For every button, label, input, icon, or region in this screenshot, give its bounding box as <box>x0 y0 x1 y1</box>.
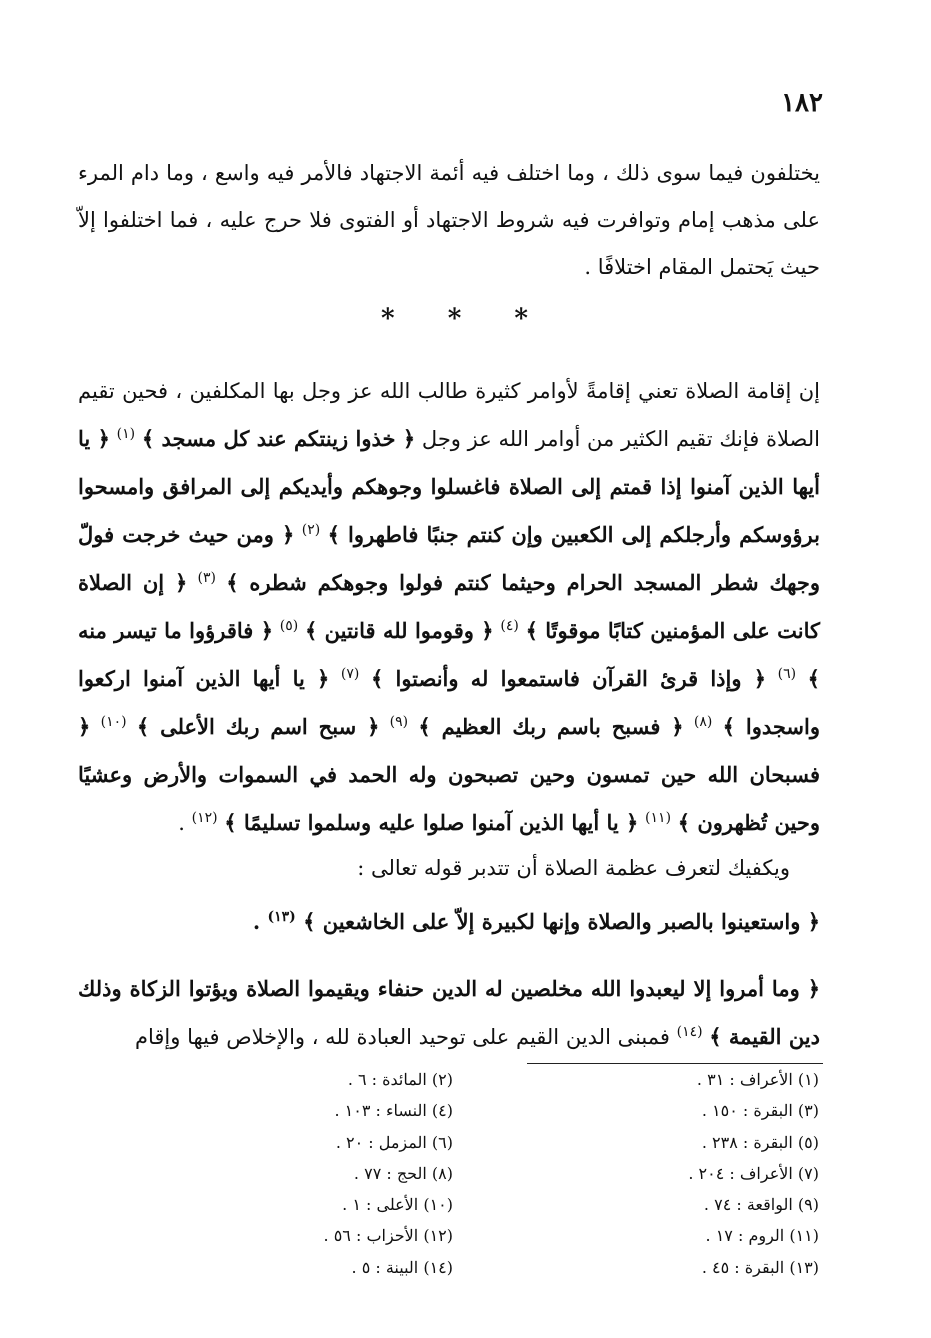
paragraph-ijtihad: يختلفون فيما سوى ذلك ، وما اختلف فيه أئمة الاجتهاد فالأمر فيه واسع ، وما دام المرء على مذهب إمام وتوافرت فيه شروط الاجتهاد أو الفتوى فلا حرج عليه ، فما اختلفوا إلاّ حيث يَحتمل المقام اختلافًا . <box>78 161 820 279</box>
footnote-ref: (١٠) <box>100 714 127 730</box>
footnote-item: (٥) البقرة : ٢٣٨ . <box>701 1132 819 1152</box>
footnote-item: (١١) الروم : ١٧ . <box>705 1226 819 1246</box>
footnote-ref: (٤) <box>500 618 519 634</box>
footnote-item: (١٢) الأحزاب : ٥٦ . <box>323 1226 453 1246</box>
paragraph-salah-commands <box>78 368 820 847</box>
footnote-item: (٤) النساء : ١٠٣ . <box>334 1101 453 1121</box>
footnote-item: (٣) البقرة : ١٥٠ . <box>701 1101 819 1121</box>
footnote-ref: (٣) <box>197 570 216 586</box>
quran-quote: ﴿ ومن حيث خرجت فولّ وجهك شطر المسجد الحرام وحيثما كنتم فولوا وجوهكم شطره ﴾ <box>78 522 820 595</box>
paragraph-text: فمبنى الدين القيم على توحيد العبادة لله ، والإخلاص فيها وإقام <box>134 1025 670 1049</box>
quran-quote: ﴿ وقوموا لله قانتين ﴾ <box>304 618 494 643</box>
footnote-ref: (١٢) <box>191 810 218 826</box>
quran-quote: ﴿ يا أيها الذين آمنوا إذا قمتم إلى الصلاة فاغسلوا وجوهكم وأيديكم إلى المرافق وامسحوا برؤوسكم وأرجلكم إلى الكعبين وإن كنتم جنبًا فاطهروا ﴾ <box>78 426 820 547</box>
footnote-item: (١٤) البينة : ٥ . <box>351 1257 453 1277</box>
quran-quote: ﴿ يا أيها الذين آمنوا اركعوا واسجدوا ﴾ <box>78 666 820 739</box>
paragraph-end: . <box>252 909 261 934</box>
footnote-item: (١) الأعراف : ٣١ . <box>696 1070 819 1089</box>
quran-quotes <box>78 427 820 835</box>
footnote-ref: (٢) <box>301 522 321 538</box>
footnote-ref: (٥) <box>279 618 299 634</box>
paragraph-sincerity <box>78 965 820 1061</box>
footnote-ref: (٧) <box>340 666 360 682</box>
quran-quote: ﴿ فسبح باسم ربك العظيم ﴾ <box>418 714 684 739</box>
footnote-item: (١٠) الأعلى : ١ . <box>342 1195 453 1215</box>
footnote-ref: (١٤) <box>676 1024 703 1040</box>
paragraph-reflect: ويكفيك لتعرف عظمة الصلاة أن تتدبر قوله تعالى : <box>357 856 790 880</box>
section-separator: * * * <box>381 304 550 334</box>
footnote-ref: (٦) <box>777 666 797 682</box>
quran-quote: ﴿ وما أمروا إلا ليعبدوا الله مخلصين له الدين حنفاء ويقيموا الصلاة ويؤتوا الزكاة وذلك دين القيمة ﴾ <box>78 976 820 1049</box>
footnotes-left-column <box>253 1064 453 1283</box>
paragraph-intro: إن إقامة الصلاة تعني إقامةً لأوامر كثيرة طالب الله عز وجل بها المكلفين ، فحين تقيم الصلاة فإنك تقيم الكثير من أوامر الله عز وجل <box>78 379 821 451</box>
footnote-ref: (١١) <box>645 810 672 826</box>
footnote-item: (٦) المزمل : ٢٠ . <box>335 1132 453 1152</box>
footnote-item: (٩) الواقعة : ٧٤ . <box>703 1195 819 1215</box>
quran-quote: ﴿ إن الصلاة كانت على المؤمنين كتابًا موقوتًا ﴾ <box>78 570 820 643</box>
footnote-item: (١٣) البقرة : ٤٥ . <box>701 1257 819 1277</box>
paragraph-quote-patience <box>90 898 820 945</box>
quran-quote: ﴿ فسبحان الله حين تمسون وحين تصبحون وله الحمد في السموات والأرض وعشيًا وحين تُظهرون ﴾ <box>78 714 820 835</box>
footnote-item: (٧) الأعراف : ٢٠٤ . <box>688 1163 819 1183</box>
quran-quote: ﴿ فاقرؤوا ما تيسر منه ﴾ <box>78 618 820 691</box>
paragraph-end: . <box>178 811 185 835</box>
footnote-ref: (٨) <box>693 714 713 730</box>
footnote-ref: (١) <box>116 426 136 442</box>
footnote-item: (٨) الحج : ٧٧ . <box>353 1163 453 1183</box>
quran-quote: ﴿ يا أيها الذين آمنوا صلوا عليه وسلموا تسليمًا ﴾ <box>224 810 639 835</box>
quran-quote: ﴿ خذوا زينتكم عند كل مسجد ﴾ <box>141 426 416 451</box>
page-number: ١٨٢ <box>781 88 823 118</box>
footnote-ref: (٩) <box>389 714 409 730</box>
footnotes-right-column <box>619 1064 819 1283</box>
quran-quote: ﴿ سبح اسم ربك الأعلى ﴾ <box>136 714 380 739</box>
quran-quote: ﴿ واستعينوا بالصبر والصلاة وإنها لكبيرة إلاّ على الخاشعين ﴾ <box>303 909 820 934</box>
footnote-ref: (١٣) <box>267 909 296 925</box>
footnote-item: (٢) المائدة : ٦ . <box>347 1070 453 1089</box>
quran-quote: ﴿ وإذا قرئ القرآن فاستمعوا له وأنصتوا ﴾ <box>370 666 767 691</box>
